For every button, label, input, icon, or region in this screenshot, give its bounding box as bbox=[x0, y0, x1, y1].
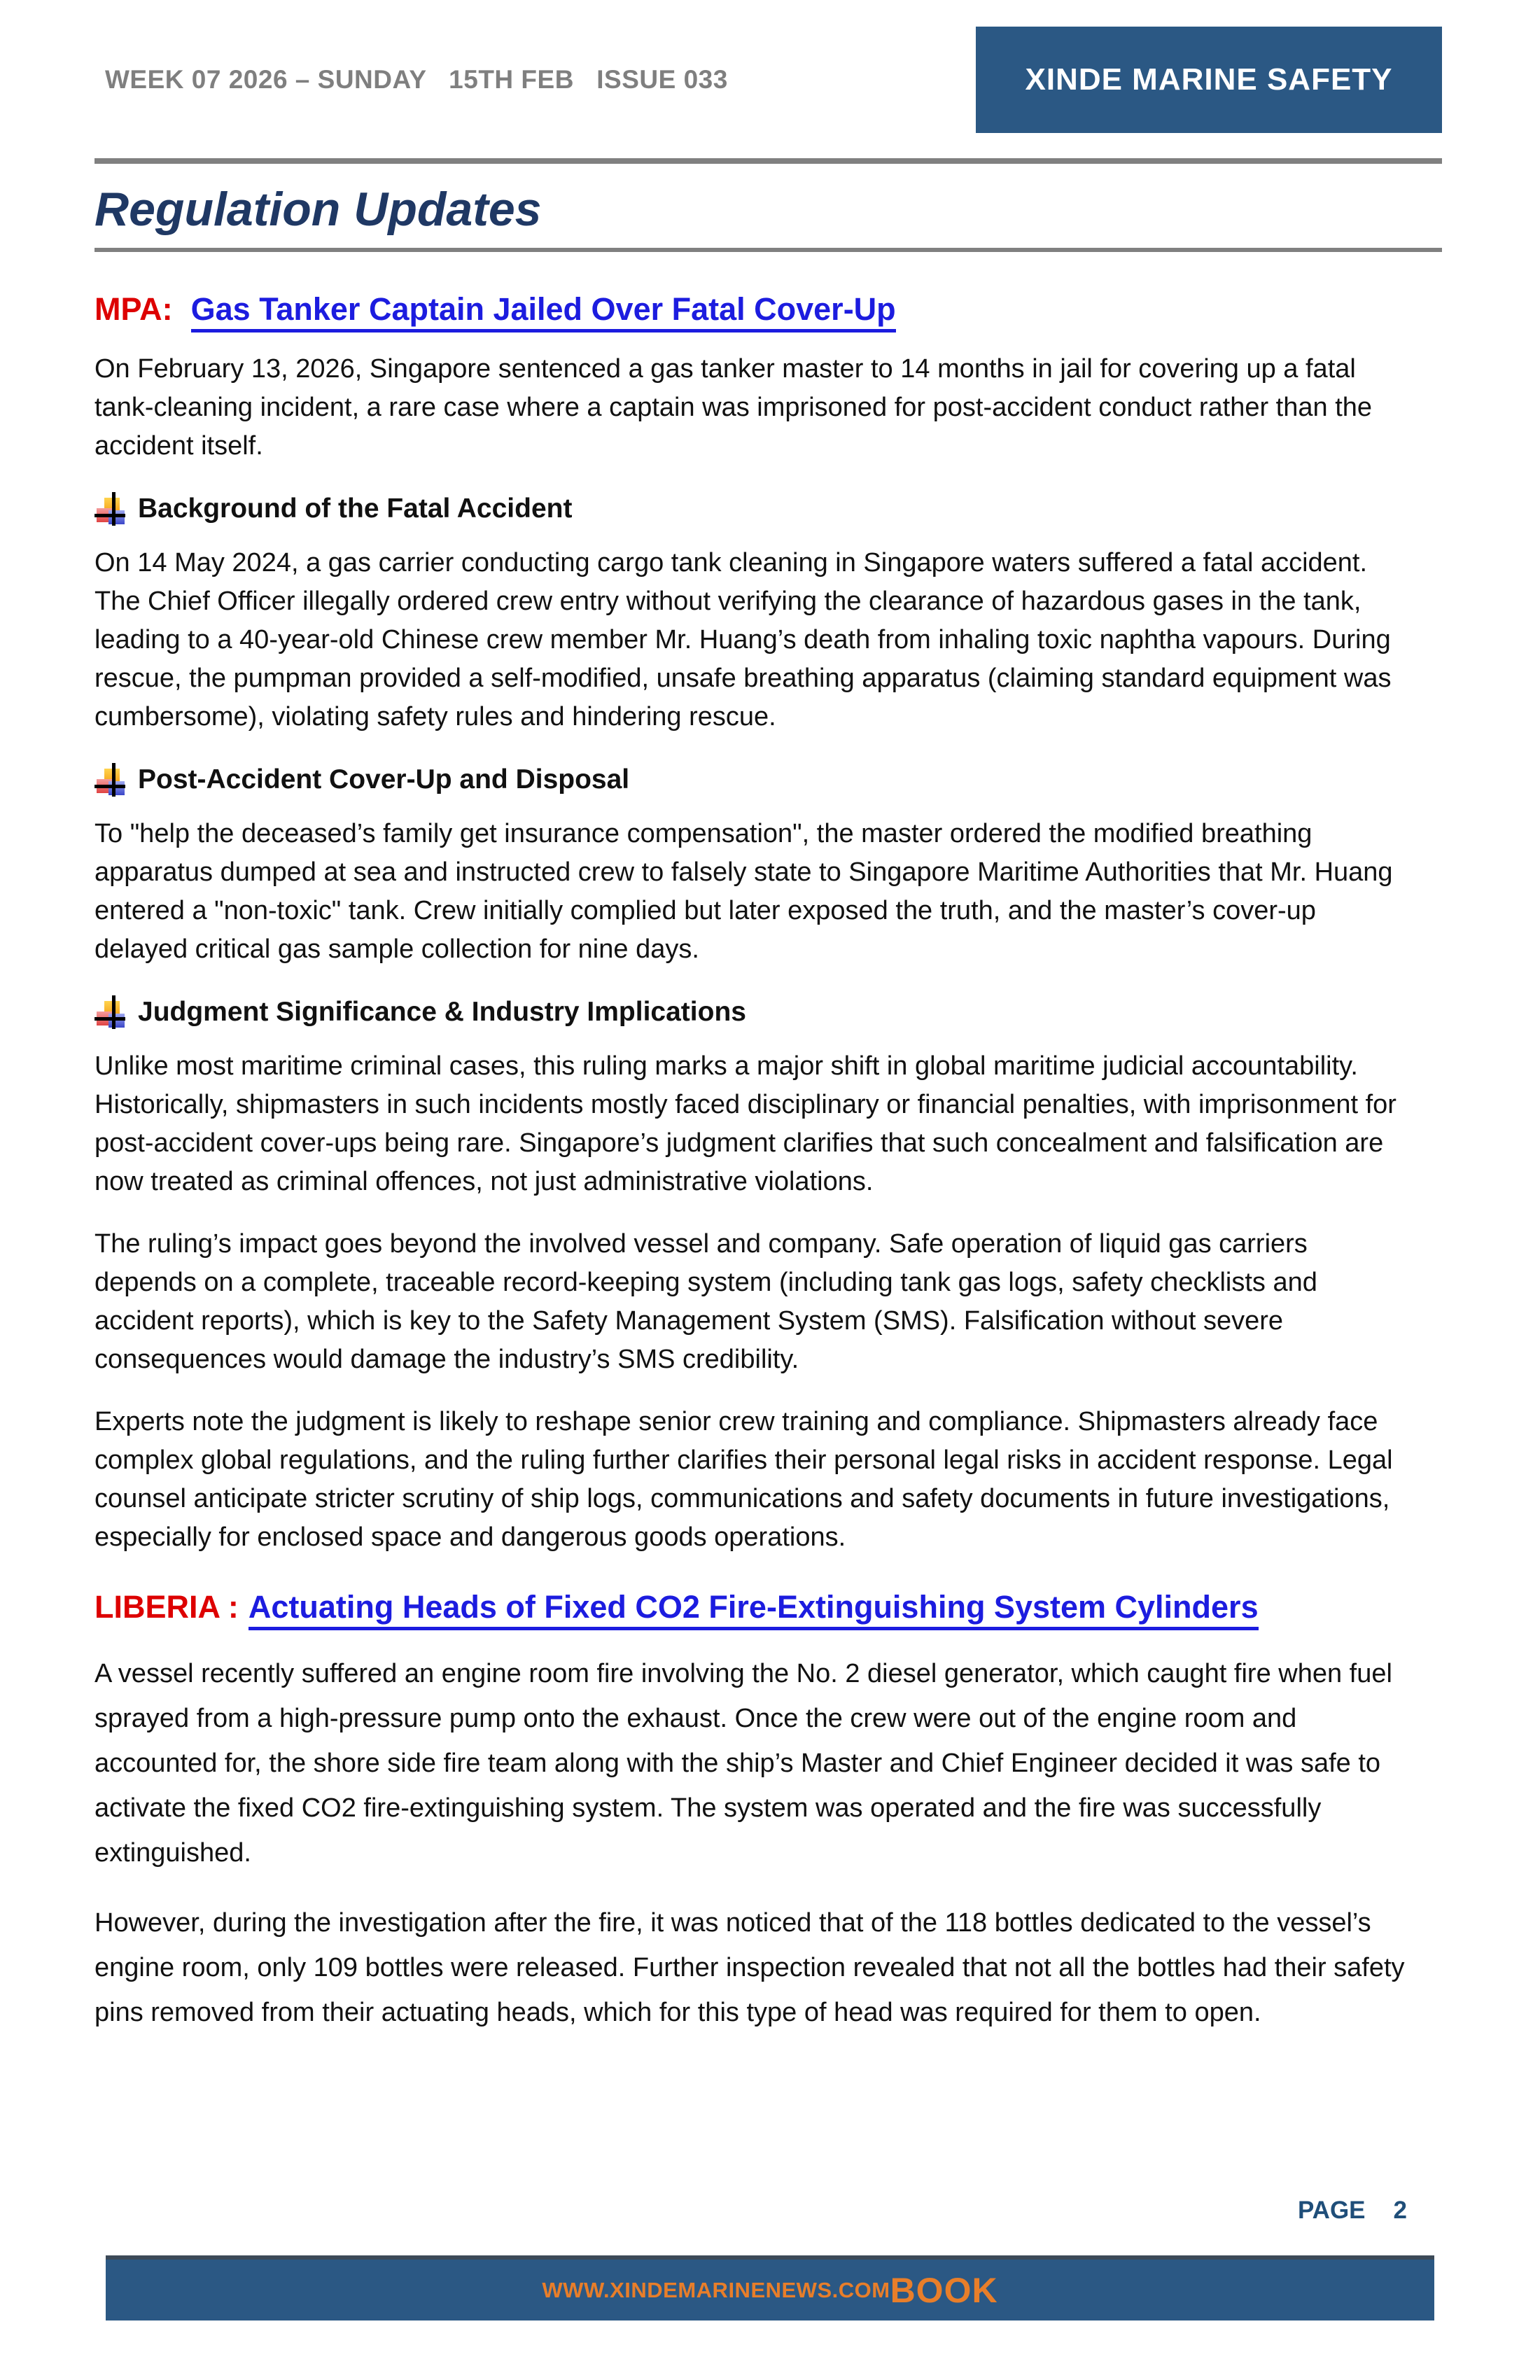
page-title: Regulation Updates bbox=[94, 183, 542, 236]
footer-book-wordmark: BOOK bbox=[890, 2270, 998, 2310]
source-label-liberia: LIBERIA : bbox=[94, 1589, 239, 1625]
top-divider bbox=[94, 158, 1442, 164]
article-1-headline-row bbox=[94, 290, 1410, 329]
page-number-label: PAGE bbox=[1297, 2197, 1366, 2224]
footer-bar bbox=[106, 2255, 1434, 2320]
article-2-paragraph: However, during the investigation after the fire, it was noticed that of the 118 bottles dedicated to the vessel’s engine room, only 109 bottles were released. Further inspection revealed that not all the bottles had their safety pins removed from their actuating heads, which for this type of head was required for them to open. bbox=[94, 1907, 1405, 2027]
page-number bbox=[1298, 2197, 1407, 2225]
section-paragraph: On 14 May 2024, a gas carrier conducting cargo tank cleaning in Singapore waters suffered a fatal accident. The Chief Officer illegally ordered crew entry without verifying the clearance of hazardous gases in the tank, leading to a 40-year-old Chinese crew member Mr. Huang’s death from inhaling toxic naphtha vapours. During rescue, the pumpman provided a self-modified, unsafe breathing apparatus (claiming standard equipment was cumbersome), violating safety rules and hindering rescue. bbox=[94, 548, 1392, 732]
section-heading-judgment bbox=[94, 995, 1410, 1029]
section-heading-cover-up bbox=[94, 763, 1410, 797]
article-1-intro-paragraph: On February 13, 2026, Singapore sentenced a gas tanker master to 14 months in jail for covering up a fatal tank-cleaning incident, a rare case where a captain was imprisoned for post-accident conduct rather than the accident itself. bbox=[94, 354, 1373, 461]
section-heading-background bbox=[94, 492, 1410, 526]
article-2-headline-link[interactable]: Actuating Heads of Fixed CO2 Fire-Extinguishing System Cylinders bbox=[248, 1589, 1259, 1630]
source-label-mpa: MPA: bbox=[94, 291, 173, 328]
section-paragraph: Experts note the judgment is likely to reshape senior crew training and compliance. Shipmasters already face complex global regulations, and the ruling further clarifies their personal legal risks in accident response. Legal counsel anticipate stricter scrutiny of ship logs, communications and safety documents in future investigations, especially for enclosed space and dangerous goods operations. bbox=[94, 1407, 1393, 1553]
colored-cross-bullet-icon bbox=[94, 492, 125, 526]
section-heading-label: Background of the Fatal Accident bbox=[138, 493, 573, 524]
section-paragraph: Unlike most maritime criminal cases, this ruling marks a major shift in global maritime judicial accountability. Historically, shipmasters in such incidents mostly faced disciplinary or financial penalties, with imprisonment for post-accident cover-ups being rare. Singapore’s judgment clarifies that such concealment and falsification are now treated as criminal offences, not just administrative violations. bbox=[94, 1051, 1396, 1197]
issue-date-line: WEEK 07 2026 – SUNDAY 15TH FEB ISSUE 033 bbox=[105, 65, 728, 94]
section-heading-label: Judgment Significance & Industry Implications bbox=[138, 997, 746, 1028]
section-paragraph: To "help the deceased’s family get insurance compensation", the master ordered the modified breathing apparatus dumped at sea and instructed crew to falsely state to Singapore Maritime Authorities that Mr. Huang entered a "non-toxic" tank. Crew initially complied but later exposed the truth, and the master’s cover-up delayed critical gas sample collection for nine days. bbox=[94, 819, 1393, 965]
section-heading-label: Post-Accident Cover-Up and Disposal bbox=[138, 764, 630, 795]
section-paragraph: The ruling’s impact goes beyond the involved vessel and company. Safe operation of liquid gas carriers depends on a complete, traceable record-keeping system (including tank gas logs, safety checklists and accident reports), which is key to the Safety Management System (SMS). Falsification without severe consequences would damage the industry’s SMS credibility. bbox=[94, 1229, 1317, 1375]
article-2-headline-row bbox=[94, 1588, 1410, 1627]
page-header bbox=[94, 27, 1410, 133]
page-number-value: 2 bbox=[1393, 2197, 1407, 2224]
colored-cross-bullet-icon bbox=[94, 995, 125, 1029]
brand-banner: XINDE MARINE SAFETY bbox=[976, 27, 1442, 133]
article-1-headline-link[interactable]: Gas Tanker Captain Jailed Over Fatal Cover-Up bbox=[191, 291, 896, 332]
article-2-paragraph: A vessel recently suffered an engine room fire involving the No. 2 diesel generator, which caught fire when fuel sprayed from a high-pressure pump onto the exhaust. Once the crew were out of the engine room and accounted for, the shore side fire team along with the ship’s Master and Chief Engineer decided it was safe to activate the fixed CO2 fire-extinguishing system. The system was operated and the fire was successfully extinguished. bbox=[94, 1658, 1392, 1868]
title-divider bbox=[94, 248, 1442, 252]
website-link[interactable]: WWW.XINDEMARINENEWS.COM bbox=[542, 2277, 890, 2302]
colored-cross-bullet-icon bbox=[94, 763, 125, 797]
